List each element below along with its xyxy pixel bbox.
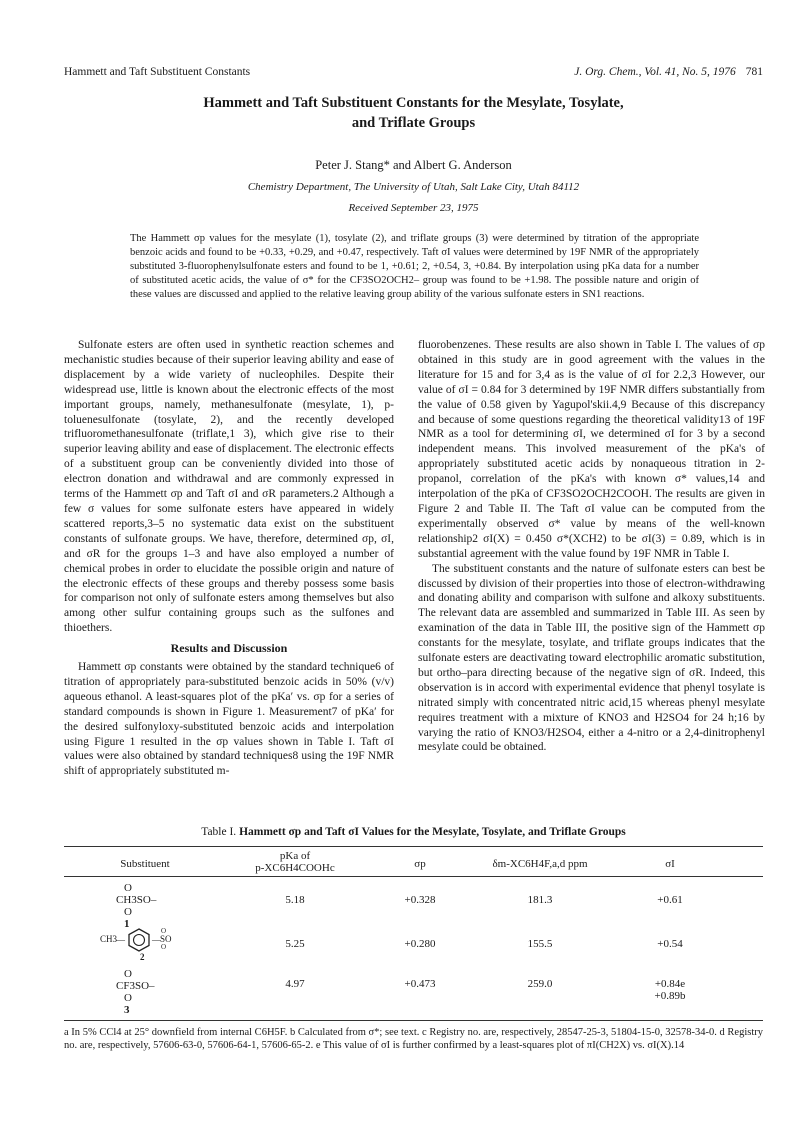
oxo-top: O (124, 968, 132, 980)
col-header-sigma-i: σI (665, 858, 675, 870)
table-top-rule (64, 846, 763, 847)
sulfonyl-oxo-top: O (161, 927, 167, 935)
table-header-rule (64, 876, 763, 877)
cell-pka: 5.25 (285, 938, 305, 950)
intro-paragraph: Sulfonate esters are often used in synthetic reaction schemes and mechanistic studies because of their superior leaving ability and ease of displacement by a wide variety of nucleophiles. Despite their widespread use, little is known about the electronic effects of the most important groups, namely, methanesulfonate (mesylate, 1), p-toluenesulfonate (tosylate, 2), and the recently developed trifluoromethanesulfonate (triflate,1 3), which give rise to their superior leaving ability and ease of displacement. The electronic effects of a substituent group can be conveniently divided into those of electron donation and withdrawal and are commonly expressed in terms of the Hammett σp and Taft σI and σR parameters.2 Although a few σ values for some sulfonate esters have appeared in widely scattered reports,3–5 no systematic data exist on the substituent constants of sulfonate groups. We have, therefore, determined σp, σI, and σR for the groups 1–3 and have also employed a number of chemical probes in order to elucidate the possible origin and nature of the electronic effects of these groups and thereby possess some basis for comparison not only of sulfonate esters among themselves but also among other sulfur containing groups such as the sulfones and thioethers. (64, 339, 394, 635)
sigma-i-value: +0.84e (654, 978, 686, 990)
cell-pka: 4.97 (285, 978, 305, 990)
cell-sigma-i (630, 978, 710, 1002)
cell-sigma-i: +0.54 (657, 938, 683, 950)
authors: Peter J. Stang* and Albert G. Anderson (315, 158, 512, 172)
compound-number: 3 (124, 1004, 130, 1016)
cell-sigma-p: +0.328 (404, 894, 436, 906)
page-number: 781 (745, 66, 763, 78)
structure-tosylate: CH3 — — O SO O 2 (100, 927, 172, 962)
compound-number: 2 (140, 952, 145, 962)
title-line-1: Hammett and Taft Substituent Constants for the Mesylate, Tosylate, (203, 95, 624, 111)
table-label: Table I. (201, 826, 237, 838)
oxo-bottom: O (124, 906, 132, 918)
col-header-pka (235, 850, 355, 874)
cell-sigma-p: +0.473 (404, 978, 436, 990)
benzene-ring-icon (127, 928, 151, 952)
oxo-top: O (124, 882, 132, 894)
oxo-bottom: O (124, 992, 132, 1004)
results-paragraph: Hammett σp constants were obtained by the standard technique6 of titration of appropriately para-substituted benzoic acids in 50% (v/v) aqueous ethanol. A least-squares plot of the pKa′ vs. σp for a series of standard compounds is shown in Figure 1. Measurement7 of pKa′ for the desired sulfonyloxy-substituted benzoic acids and interpolation using Figure 1 resulted in the σp values shown in Table I. Taft σI values were also obtained by standard techniques8 using the 19F NMR shift of appropriately substituted m- (64, 661, 394, 778)
header-left: Hammett and Taft Substituent Constants (64, 66, 251, 78)
received-date: Received September 23, 1975 (348, 202, 479, 214)
compound-number: 1 (124, 918, 130, 930)
pka-header-line-2: p-XC6H4COOHc (255, 862, 335, 874)
cell-shift: 259.0 (527, 978, 553, 990)
col-header-shift: δm-XC6H4F,a,d ppm (492, 858, 588, 870)
table-footnotes: a In 5% CCl4 at 25° downfield from internal C6H5F. b Calculated from σ*; see text. c Registry no. are, respectively, 28547-25-3, 51804-15-0, 32578-34-0. d Registry no. are, respectively, 57606-63-0, 57606-64-1, 57606-65-2. e This value of σI is further confirmed by a least-squares plot of πI(CH2X) vs. σI(X).14 (64, 1027, 763, 1051)
right-column (418, 338, 765, 755)
right-paragraph-2: The substituent constants and the nature of sulfonate esters can best be discussed by division of their properties into those of electron-withdrawing and donating ability and comparison with sulfone and alkoxy substituents. The relevant data are assembled and summarized in Table III. As seen by examination of the data in Table III, the positive sign of the Hammett σp constants for the mesylate, tosylate, and triflate groups indicates that the sulfonate esters are deactivating toward electrophilic aromatic substitution, but ortho–para directing because of the negative sign of σR. Indeed, this observation is in accord with experimental evidence that phenyl tosylate is nitrated simply with concentrated nitric acid,15 whereas phenyl mesylate requires treatment with a mixture of KNO3 and H2SO4 for 24 h;16 by varying the ratio of KNO3/H2SO4, either a 4-nitro or a 2,4-dinitrophenyl mesylate could be obtained. (418, 562, 765, 754)
sigma-i-value-alt: +0.89b (654, 990, 686, 1002)
sulfonyl-oxo-bottom: O (161, 943, 167, 951)
table-caption-text: Hammett σp and Taft σI Values for the Mesylate, Tosylate, and Triflate Groups (239, 826, 626, 838)
title-line-2: and Triflate Groups (351, 115, 476, 131)
cell-sigma-i: +0.61 (657, 894, 683, 906)
section-heading: Results and Discussion (170, 641, 288, 656)
table-caption (64, 826, 763, 838)
right-paragraph-1: fluorobenzenes. These results are also shown in Table I. The values of σp obtained in this study are in good agreement with the values in the literature for 15 and for 3,4 as is the value of σI for 2.2,3 However, our value of σI = 0.84 for 3 determined by 19F NMR differs substantially from the value of 0.58 given by Yagupol'skii.4,9 Because of this discrepancy and because of some questions regarding the theoretical validity13 of 19F NMR as a tool for determining σI, we determined σI for 3 by a second independent means. This involved measurement of the pKa's of appropriately substituted acetic acids by nonaqueous titration in 2-propanol, correlation of the pKa's with known σ* values,14 and interpolation of the pKa of CF3SO2OCH2COOH. The results are given in Figure 2 and Table II. The Taft σI value can be computed from the experimentally observed σ* value by means of the well-known relationship2 σI(X) = 0.450 σ*(XCH2) to be σI(3) = 0.89, which is in substantial agreement with the value found by 19F NMR in Table I. (418, 339, 765, 560)
methyl-label: CH3 (100, 934, 118, 944)
left-column (64, 338, 394, 779)
formula: CF3SO– (116, 980, 155, 992)
cell-pka: 5.18 (285, 894, 305, 906)
formula: CH3SO– (116, 894, 157, 906)
col-header-sigma-p: σp (414, 858, 426, 870)
sulfonyl-label: SO (160, 934, 172, 944)
cell-shift: 181.3 (527, 894, 553, 906)
pka-header-line-1: pKa of (279, 850, 311, 862)
col-header-substituent: Substituent (120, 858, 170, 870)
header-journal (574, 66, 763, 78)
structure-mesylate (116, 882, 196, 930)
cell-sigma-p: +0.280 (404, 938, 436, 950)
table-bottom-rule (64, 1020, 763, 1021)
abstract: The Hammett σp values for the mesylate (1), tosylate (2), and triflate groups (3) were determined by titration of the appropriate benzoic acids and found to be +0.33, +0.29, and +0.47, respectively. Taft σI values were determined by 19F NMR of the appropriately substituted 3-fluorophenylsulfonate esters and found to be 1, +0.61; 2, +0.54, 3, +0.84. By interpolation using pKa data for a number of substituted acetic acids, the value of σ* for the CF3SO2OCH2– group was found to be +1.98. The possible nature and origin of these values are discussed and applied to the relative leaving group ability of the various sulfonate esters in SN1 reactions. (130, 233, 699, 300)
affiliation: Chemistry Department, The University of Utah, Salt Lake City, Utah 84112 (247, 181, 580, 193)
article-title (64, 93, 763, 133)
cell-shift: 155.5 (527, 938, 553, 950)
journal-citation: J. Org. Chem., Vol. 41, No. 5, 1976 (574, 66, 736, 78)
structure-triflate (116, 968, 196, 1016)
